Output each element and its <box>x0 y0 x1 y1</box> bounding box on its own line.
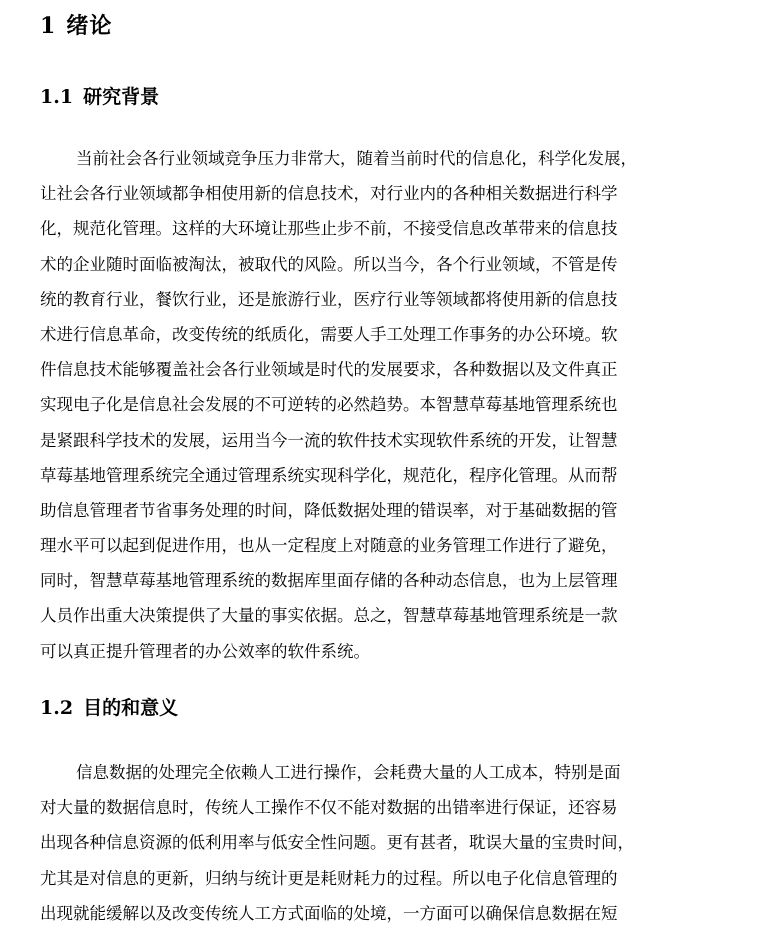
paragraph-line: 人员作出重大决策提供了大量的事实依据。总之，智慧草莓基地管理系统是一款 <box>40 606 618 626</box>
chapter-title: 绪论 <box>66 13 113 39</box>
paragraph-line: 统的教育行业，餐饮行业，还是旅游行业，医疗行业等领域都将使用新的信息技 <box>40 289 618 309</box>
paragraph-line: 可以真正提升管理者的办公效率的软件系统。 <box>40 641 370 661</box>
paragraph-line: 尤其是对信息的更新，归纳与统计更是耗财耗力的过程。所以电子化信息管理的 <box>40 868 618 888</box>
paragraph-line: 同时，智慧草莓基地管理系统的数据库里面存储的各种动态信息，也为上层管理 <box>40 571 618 591</box>
paragraph-line: 理水平可以起到促进作用，也从一定程度上对随意的业务管理工作进行了避免， <box>40 536 618 556</box>
paragraph-line: 术的企业随时面临被淘汰，被取代的风险。所以当今，各个行业领域，不管是传 <box>40 254 618 274</box>
paragraph-line: 实现电子化是信息社会发展的不可逆转的必然趋势。本智慧草莓基地管理系统也 <box>40 395 618 415</box>
paragraph-line: 是紧跟科学技术的发展，运用当今一流的软件技术实现软件系统的开发，让智慧 <box>40 430 618 450</box>
section-heading-purpose <box>40 693 178 723</box>
paragraph-line: 助信息管理者节省事务处理的时间，降低数据处理的错误率，对于基础数据的管 <box>40 500 618 520</box>
section-number: 1.2 <box>40 697 74 719</box>
paragraph-line: 对大量的数据信息时，传统人工操作不仅不能对数据的出错率进行保证，还容易 <box>40 798 618 818</box>
paragraph-line: 信息数据的处理完全依赖人工进行操作，会耗费大量的人工成本，特别是面 <box>76 763 621 782</box>
paragraph-purpose <box>40 755 662 931</box>
section-title: 目的和意义 <box>83 697 179 719</box>
paragraph-line: 出现各种信息资源的低利用率与低安全性问题。更有甚者，耽误大量的宝贵时间， <box>40 833 634 853</box>
section-heading-background <box>40 82 159 112</box>
paragraph-line: 化，规范化管理。这样的大环境让那些止步不前，不接受信息改革带来的信息技 <box>40 219 618 239</box>
paragraph-line: 术进行信息革命，改变传统的纸质化，需要人手工处理工作事务的办公环境。软 <box>40 324 618 344</box>
paragraph-line: 让社会各行业领域都争相使用新的信息技术，对行业内的各种相关数据进行科学 <box>40 184 618 204</box>
paragraph-line: 出现就能缓解以及改变传统人工方式面临的处境，一方面可以确保信息数据在短 <box>40 903 618 923</box>
paragraph-line: 件信息技术能够覆盖社会各行业领域是时代的发展要求，各种数据以及文件真正 <box>40 360 618 380</box>
chapter-number: 1 <box>40 13 57 39</box>
paragraph-line: 当前社会各行业领域竞争压力非常大，随着当前时代的信息化，科学化发展， <box>76 149 637 168</box>
paragraph-background <box>40 141 662 669</box>
paragraph-line: 草莓基地管理系统完全通过管理系统实现科学化，规范化，程序化管理。从而帮 <box>40 465 618 485</box>
section-number: 1.1 <box>40 86 74 108</box>
section-title: 研究背景 <box>83 86 160 108</box>
chapter-heading <box>40 8 112 44</box>
